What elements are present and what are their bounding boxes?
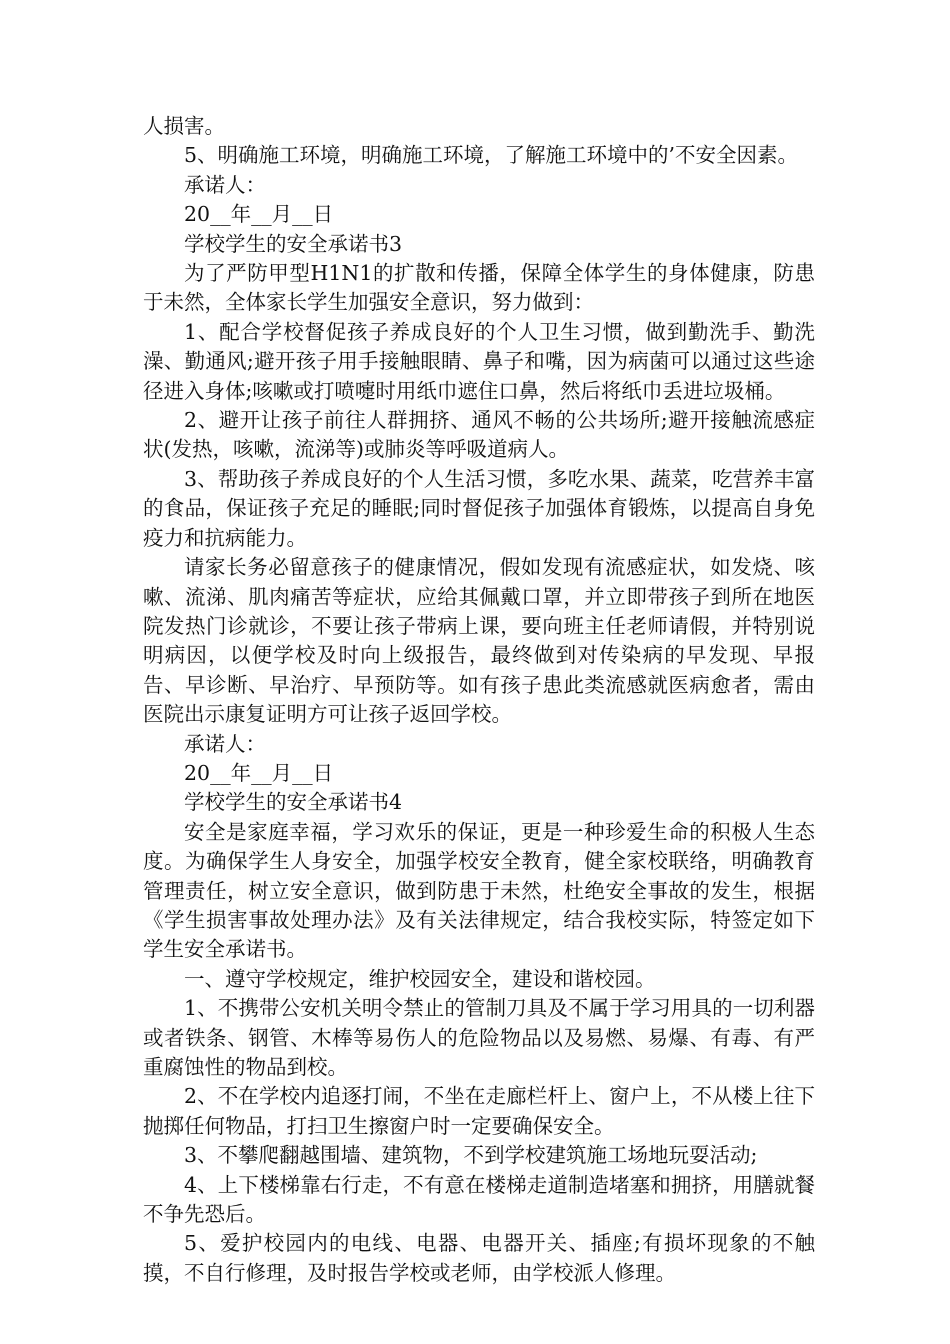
date-line: 20__年__月__日 — [184, 202, 334, 227]
paragraph-item-5: 5、明确施工环境，明确施工环境，了解施工环境中的’不安全因素。 — [184, 143, 799, 168]
section-heading-4: 学校学生的安全承诺书4 — [184, 790, 403, 815]
signature-label: 承诺人： — [184, 172, 266, 197]
paragraph-intro-4: 安全是家庭幸福，学习欢乐的保证，更是一种珍爱生命的积极人生态度。为确保学生人身安全，加强学校安全教育，健全家校联络，明确教育管理责任，树立安全意识，做到防患于未然，杜绝安全事故的发生，根据《学生损害事故处理办法》及有关法律规定，结合我校实际，特签定如下学生安全承诺书。 — [143, 819, 815, 962]
paragraph-rule-3: 3、不攀爬翻越围墙、建筑物，不到学校建筑施工场地玩耍活动; — [184, 1143, 758, 1168]
section-heading-3: 学校学生的安全承诺书3 — [184, 231, 403, 256]
paragraph-rule-heading: 一、遵守学校规定，维护校园安全，建设和谐校园。 — [184, 966, 656, 991]
document-page — [143, 112, 815, 1288]
paragraph-intro-3: 为了严防甲型H1N1的扩散和传播，保障全体学生的身体健康，防患于未然，全体家长学生加强安全意识，努力做到： — [143, 261, 815, 315]
paragraph-rule-2: 2、不在学校内追逐打闹，不坐在走廊栏杆上、窗户上，不从楼上往下抛掷任何物品，打扫卫生擦窗户时一定要确保安全。 — [143, 1084, 815, 1138]
paragraph-item-3: 3、帮助孩子养成良好的个人生活习惯，多吃水果、蔬菜，吃营养丰富的食品，保证孩子充足的睡眠;同时督促孩子加强体育锻炼，以提高自身免疫力和抗病能力。 — [143, 466, 815, 550]
paragraph-continuation: 人损害。 — [143, 114, 225, 138]
date-line: 20__年__月__日 — [184, 760, 334, 785]
signature-label: 承诺人： — [184, 731, 266, 756]
paragraph-item-1: 1、配合学校督促孩子养成良好的个人卫生习惯，做到勤洗手、勤洗澡、勤通风;避开孩子用手接触眼睛、鼻子和嘴，因为病菌可以通过这些途径进入身体;咳嗽或打喷嚏时用纸巾遮住口鼻，然后将纸巾丢进垃圾桶。 — [143, 319, 815, 403]
paragraph-item-2: 2、避开让孩子前往人群拥挤、通风不畅的公共场所;避开接触流感症状(发热，咳嗽，流涕等)或肺炎等呼吸道病人。 — [143, 408, 815, 462]
paragraph-notice: 请家长务必留意孩子的健康情况，假如发现有流感症状，如发烧、咳嗽、流涕、肌肉痛苦等症状，应给其佩戴口罩，并立即带孩子到所在地医院发热门诊就诊，不要让孩子带病上课，要向班主任老师请假，并特别说明病因，以便学校及时向上级报告，最终做到对传染病的早发现、早报告、早诊断、早治疗、早预防等。如有孩子患此类流感就医病愈者，需由医院出示康复证明方可让孩子返回学校。 — [143, 555, 815, 727]
paragraph-rule-5: 5、爱护校园内的电线、电器、电器开关、插座;有损坏现象的不触摸，不自行修理，及时报告学校或老师，由学校派人修理。 — [143, 1231, 815, 1285]
paragraph-rule-4: 4、上下楼梯靠右行走，不有意在楼梯走道制造堵塞和拥挤，用膳就餐不争先恐后。 — [143, 1172, 815, 1227]
paragraph-rule-1: 1、不携带公安机关明令禁止的管制刀具及不属于学习用具的一切利器或者铁条、钢管、木棒等易伤人的危险物品以及易燃、易爆、有毒、有严重腐蚀性的物品到校。 — [143, 996, 815, 1079]
